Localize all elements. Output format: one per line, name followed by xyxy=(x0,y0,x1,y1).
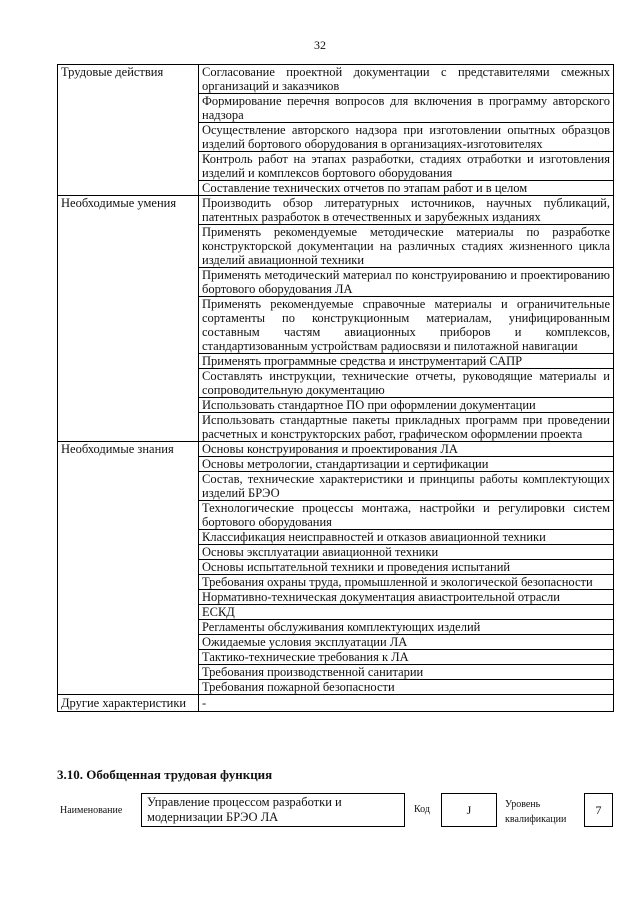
table-cell: Использовать стандартное ПО при оформлении документации xyxy=(199,398,614,413)
level-label-line1: Уровень xyxy=(505,799,541,810)
level-value: 7 xyxy=(595,802,602,817)
table-cell: Требования производственной санитарии xyxy=(199,665,614,680)
table-row xyxy=(58,442,614,457)
table-cell: Ожидаемые условия эксплуатации ЛА xyxy=(199,635,614,650)
table-cell: Тактико-технические требования к ЛА xyxy=(199,650,614,665)
table-cell: Формирование перечня вопросов для включения в программу авторского надзора xyxy=(199,94,614,123)
table-cell: Регламенты обслуживания комплектующих изделий xyxy=(199,620,614,635)
code-label: Код xyxy=(414,804,430,815)
table-cell: Нормативно-техническая документация авиастроительной отрасли xyxy=(199,590,614,605)
other-label: Другие характеристики xyxy=(58,695,199,712)
table-cell: Применять методический материал по конструированию и проектированию бортового оборудования ЛА xyxy=(199,268,614,297)
section-label: Трудовые действия xyxy=(58,65,199,196)
name-value: Управление процессом разработки и модернизации БРЭО ЛА xyxy=(147,795,342,824)
table-cell: Согласование проектной документации с представителями смежных организаций и заказчиков xyxy=(199,65,614,94)
table-cell: Основы конструирования и проектирования ЛА xyxy=(199,442,614,457)
other-value: - xyxy=(199,695,614,712)
level-label xyxy=(505,797,566,827)
table-cell: Основы метрологии, стандартизации и сертификации xyxy=(199,457,614,472)
section-label: Необходимые умения xyxy=(58,196,199,442)
code-value-box xyxy=(441,793,497,827)
table-cell: Производить обзор литературных источников, научных публикаций, патентных разработок в отечественных и зарубежных изданиях xyxy=(199,196,614,225)
competency-table xyxy=(57,64,614,712)
table-cell: Использовать стандартные пакеты прикладных программ при проведении расчетных и конструкторских работ, графическом оформлении проекта xyxy=(199,413,614,442)
table-cell: Состав, технические характеристики и принципы работы комплектующих изделий БРЭО xyxy=(199,472,614,501)
section-label: Необходимые знания xyxy=(58,442,199,695)
level-label-line2: квалификации xyxy=(505,814,567,825)
section-heading: 3.10. Обобщенная трудовая функция xyxy=(57,767,273,782)
table-row xyxy=(58,65,614,94)
table-cell: Основы испытательной техники и проведения испытаний xyxy=(199,560,614,575)
table-cell: Основы эксплуатации авиационной техники xyxy=(199,545,614,560)
table-cell: Составлять инструкции, технические отчеты, руководящие материалы и сопроводительную документацию xyxy=(199,369,614,398)
table-row-other xyxy=(58,695,614,712)
level-value-box xyxy=(584,793,613,827)
table-row xyxy=(58,196,614,225)
table-cell: Применять рекомендуемые справочные материалы и ограничительные сортаменты по конструкционным материалам, унифицированным составным частям авиационных приборов и комплексов, стандартизованным устройствам радиосвязи и пилотажной навигации xyxy=(199,297,614,354)
table-cell: Применять рекомендуемые методические материалы по разработке конструкторской документации на различных стадиях жизненного цикла изделий авиационной техники xyxy=(199,225,614,268)
table-cell: ЕСКД xyxy=(199,605,614,620)
table-cell: Классификация неисправностей и отказов авиационной техники xyxy=(199,530,614,545)
code-value: J xyxy=(466,802,472,817)
table-cell: Составление технических отчетов по этапам работ и в целом xyxy=(199,181,614,196)
table-cell: Требования пожарной безопасности xyxy=(199,680,614,695)
table-cell: Контроль работ на этапах разработки, стадиях отработки и изготовления изделий и комплексов бортового оборудования xyxy=(199,152,614,181)
page-number: 32 xyxy=(314,38,326,52)
table-cell: Применять программные средства и инструментарий САПР xyxy=(199,354,614,369)
table-cell: Осуществление авторского надзора при изготовлении опытных образцов изделий бортового оборудования в организациях-изготовителях xyxy=(199,123,614,152)
name-value-box xyxy=(141,793,405,827)
name-label: Наименование xyxy=(60,805,123,816)
table-cell: Технологические процессы монтажа, настройки и регулировки систем бортового оборудования xyxy=(199,501,614,530)
table-cell: Требования охраны труда, промышленной и экологической безопасности xyxy=(199,575,614,590)
